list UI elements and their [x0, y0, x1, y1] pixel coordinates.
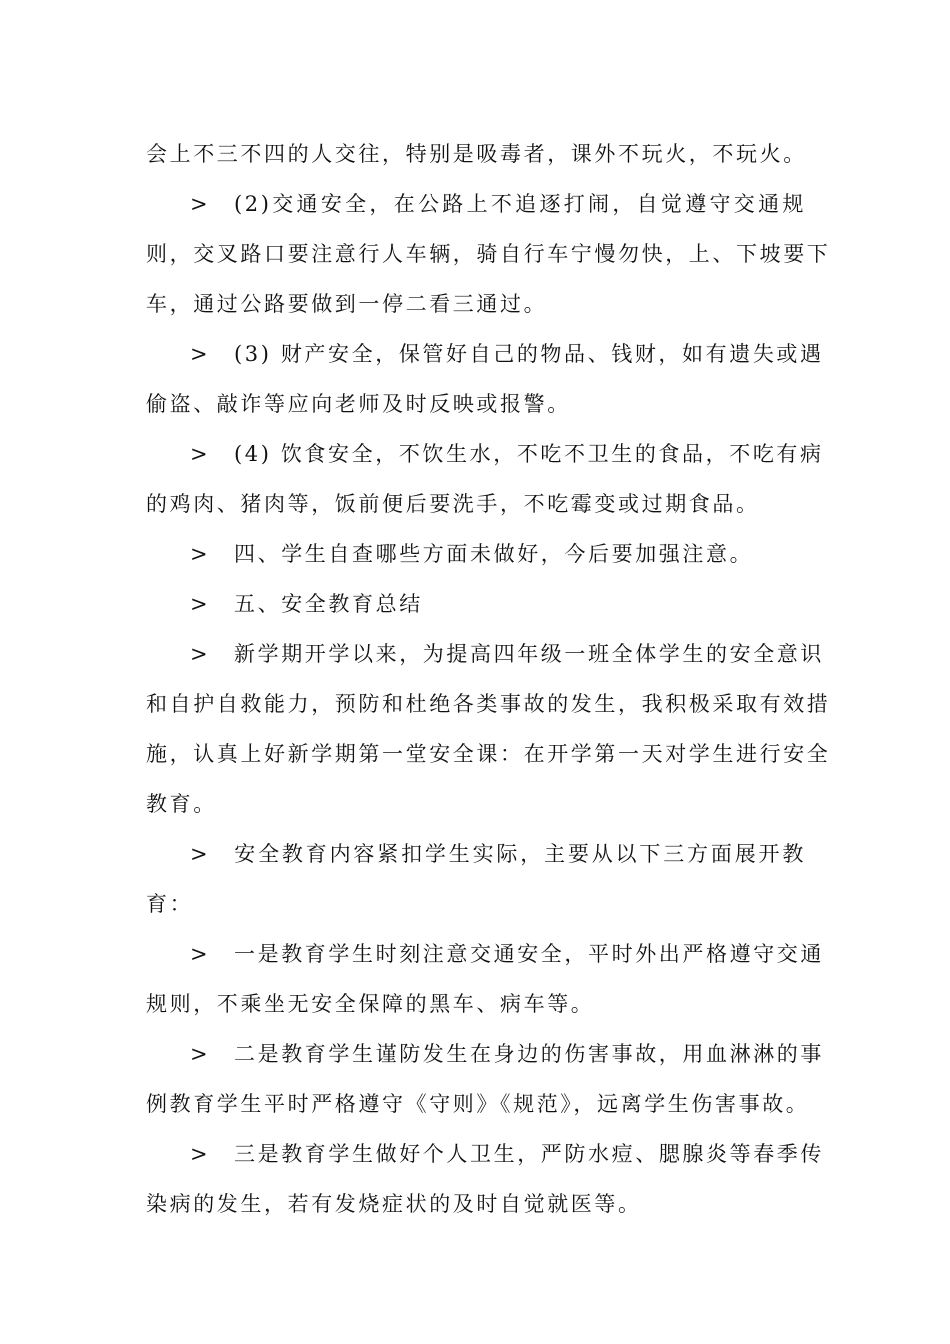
bullet-paragraph-line: [146, 579, 806, 629]
line-text: 安全教育内容紧扣学生实际，主要从以下三方面展开教: [234, 842, 806, 866]
arrow-bullet-icon: >: [190, 342, 208, 366]
bullet-paragraph-line: [146, 929, 824, 979]
line-text: 染病的发生，若有发烧症状的及时自觉就医等。: [146, 1192, 642, 1216]
line-text: 则，交叉路口要注意行人车辆，骑自行车宁慢勿快，上、下坡要下: [146, 242, 831, 266]
text-line: [146, 379, 806, 429]
line-text: 育：: [146, 892, 194, 916]
text-line: [146, 1079, 810, 1129]
text-line: [146, 879, 806, 929]
text-line: [146, 229, 831, 279]
text-line: [146, 1179, 806, 1229]
arrow-bullet-icon: >: [190, 842, 208, 866]
arrow-bullet-icon: >: [190, 192, 208, 216]
line-text: 二是教育学生谨防发生在身边的伤害事故，用血淋淋的事: [234, 1042, 824, 1066]
arrow-bullet-icon: >: [190, 942, 208, 966]
text-line: [146, 129, 806, 179]
bullet-paragraph-line: [146, 329, 824, 379]
line-text: 三是教育学生做好个人卫生，严防水痘、腮腺炎等春季传: [234, 1142, 824, 1166]
bullet-paragraph-line: [146, 529, 806, 579]
line-text: (2)交通安全，在公路上不追逐打闹，自觉遵守交通规: [234, 192, 806, 216]
text-line: [146, 729, 831, 779]
document-body: [146, 129, 831, 1229]
arrow-bullet-icon: >: [190, 1042, 208, 1066]
arrow-bullet-icon: >: [190, 442, 208, 466]
line-text: 一是教育学生时刻注意交通安全，平时外出严格遵守交通: [234, 942, 824, 966]
line-text: 的鸡肉、猪肉等，饭前便后要洗手，不吃霉变或过期食品。: [146, 492, 760, 516]
bullet-paragraph-line: [146, 179, 806, 229]
line-text: 施，认真上好新学期第一堂安全课：在开学第一天对学生进行安全: [146, 742, 831, 766]
line-text: 教育。: [146, 792, 217, 816]
bullet-paragraph-line: [146, 429, 824, 479]
arrow-bullet-icon: >: [190, 642, 208, 666]
arrow-bullet-icon: >: [190, 1142, 208, 1166]
text-line: [146, 479, 806, 529]
line-text: (3) 财产安全，保管好自己的物品、钱财，如有遗失或遇: [234, 342, 824, 366]
bullet-paragraph-line: [146, 1129, 824, 1179]
line-text: 新学期开学以来，为提高四年级一班全体学生的安全意识: [234, 642, 824, 666]
bullet-paragraph-line: [146, 829, 806, 879]
line-text: 会上不三不四的人交往，特别是吸毒者，课外不玩火，不玩火。: [146, 142, 807, 166]
arrow-bullet-icon: >: [190, 592, 208, 616]
text-line: [146, 279, 806, 329]
line-text: 偷盗、敲诈等应向老师及时反映或报警。: [146, 392, 571, 416]
line-text: 例教育学生平时严格遵守《守则》《规范》，远离学生伤害事故。: [146, 1092, 810, 1116]
line-text: 四、学生自查哪些方面未做好，今后要加强注意。: [234, 542, 754, 566]
text-line: [146, 779, 806, 829]
bullet-paragraph-line: [146, 629, 824, 679]
line-text: 车，通过公路要做到一停二看三通过。: [146, 292, 548, 316]
line-text: 和自护自救能力，预防和杜绝各类事故的发生，我积极采取有效措: [146, 692, 831, 716]
bullet-paragraph-line: [146, 1029, 824, 1079]
line-text: (4) 饮食安全，不饮生水，不吃不卫生的食品，不吃有病: [234, 442, 824, 466]
line-text: 规则，不乘坐无安全保障的黑车、病车等。: [146, 992, 595, 1016]
arrow-bullet-icon: >: [190, 542, 208, 566]
section-heading: 五、安全教育总结: [234, 592, 423, 616]
text-line: [146, 679, 831, 729]
text-line: [146, 979, 806, 1029]
